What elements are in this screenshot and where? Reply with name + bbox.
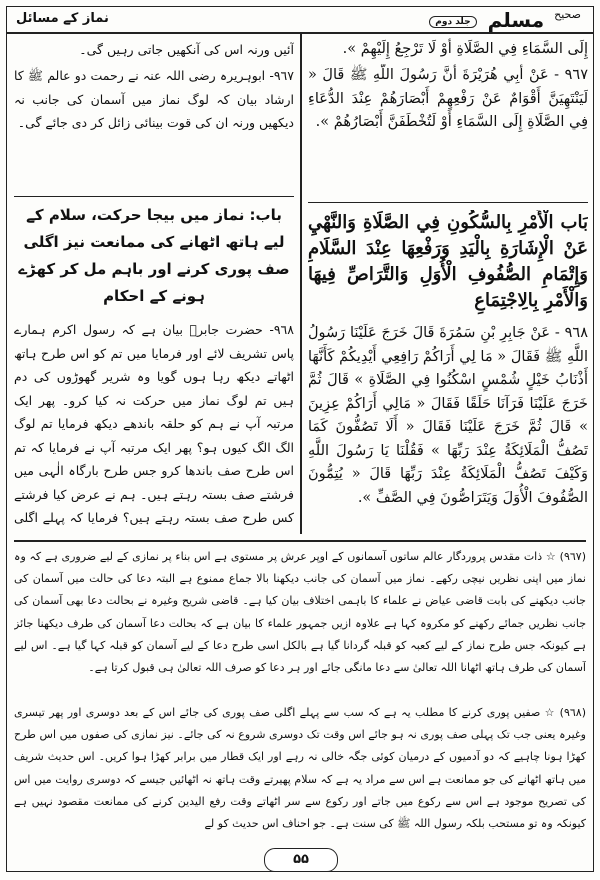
page-header	[6, 6, 594, 34]
footnote-968: (٩٦٨) ☆ صفیں پوری کرنے کا مطلب یہ ہے کہ سب سے پہلے اگلی صف پوری کی جائے اس کے بعد دوسری اور پھر تیسری وغیرہ یعنی جب تک پہلی صف پوری نہ ہو جائے اس وقت تک دوسری شروع نہ کی جائے۔ نیز نمازی کی صفوں میں اس طرح کھڑا ہونا چاہیے کہ دو آدمیوں کے درمیان کوئی جگہ خالی نہ رہے اور ایک قطار میں برابر کھڑا ہوا کریں۔ اس حدیث شریف میں ہاتھ اٹھانے کی جو ممانعت ہے اس سے مراد یہ ہے کہ سلام پھیرتے وقت ہاتھ نہ اٹھائیں جیسے کہ دوسری روایت میں اس کی تصریح موجود ہے اس سے رکوع میں جاتے اور رکوع سے سر اٹھاتے وقت رفع الیدین کرنے کی ممانعت مقصود نہیں ہے کیونکہ وہ تو مستحب بلکہ رسول اللہ ﷺ کی سنت ہے۔ جو احناف اس حدیث کو لے	[14, 706, 586, 831]
book-title-block	[429, 8, 584, 32]
running-title: نماز کے مسائل	[16, 11, 109, 26]
hadith-967-continuation: إِلَى السَّمَاءِ فِي الصَّلَاةِ أَوْ لَا تَرْجِعُ إِلَيْهِمْ ».	[342, 41, 588, 57]
section-rule-left	[14, 196, 294, 197]
hadith-967-arabic: ٩٦٧ - عَنْ أَبِي هُرَيْرَةَ أَنَّ رَسُولَ اللَّهِ ﷺ قَالَ « لَيَنْتَهِيَنَّ أَقْوَامٌ عَنْ رَفْعِهِمْ أَبْصَارَهُمْ عِنْدَ الدُّعَاءِ فِي الصَّلَاةِ إِلَى السَّمَاءِ أَوْ لَتُخْطَفَنَّ أَبْصَارُهُمْ ».	[308, 67, 588, 130]
hadith-968-arabic: ٩٦٨ - عَنْ جَابِرِ بْنِ سَمُرَةَ قَالَ خَرَجَ عَلَيْنَا رَسُولُ اللَّهِ ﷺ فَقَالَ « مَا لِي أَرَاكُمْ رَافِعِي أَيْدِيكُمْ كَأَنَّهَا أَذْنَابُ خَيْلٍ شُمْسٍ اسْكُنُوا فِي الصَّلَاةِ » قَالَ ثُمَّ خَرَجَ عَلَيْنَا فَرَآنَا حَلَقًا فَقَالَ « مَالِي أَرَاكُمْ عِزِينَ » قَالَ ثُمَّ خَرَجَ عَلَيْنَا فَقَالَ « أَلَا تَصُفُّونَ كَمَا تَصُفُّ الْمَلَائِكَةُ عِنْدَ رَبِّهَا » فَقُلْنَا يَا رَسُولَ اللَّهِ وَكَيْفَ تَصُفُّ الْمَلَائِكَةُ عِنْدَ رَبِّهَا قَالَ « يُتِمُّونَ الصُّفُوفَ الْأُوَلَ وَيَتَرَاصُّونَ فِي الصَّفِّ ».	[308, 325, 588, 506]
chapter-heading-arabic: بَاب الْأَمْرِ بِالسُّكُونِ فِي الصَّلَاةِ وَالنَّهْيِ عَنْ الْإِشَارَةِ بِالْيَدِ وَرَفْعِهَا عِنْدَ السَّلَامِ وَإِتْمَامِ الصُّفُوفِ الْأُوَلِ وَالتَّرَاصِّ فِيهَا وَالْأَمْرِ بِالِاجْتِمَاعِ	[308, 212, 588, 311]
volume-badge: جلد دوم	[429, 16, 476, 28]
section-rule-right	[308, 202, 588, 203]
chapter-heading-urdu: باب: نماز میں بیجا حرکت، سلام کے لیے ہاتھ اٹھانے کی ممانعت نیز اگلی صف پوری کرنے اور باہم مل کر کھڑے ہونے کے احکام	[18, 206, 290, 305]
column-divider	[300, 34, 302, 534]
translation-967: ٩٦٧- ابوہریرہ رضی اللہ عنہ نے رحمت دو عالم ﷺ کا ارشاد بیان کہ لوگ نماز میں آسمان کی جانب نہ دیکھیں ورنہ ان کی قوت بینائی زائل کر دی جائے گی۔	[14, 68, 294, 130]
book-title: مسلم	[487, 8, 545, 32]
footnote-967: (٩٦٧) ☆ ذات مقدس پروردگار عالم ساتوں آسمانوں کے اوپر عرش پر مستوی ہے اس بناء پر نمازی کے لیے ضروری ہے کہ وہ نماز میں اپنی نظریں نیچی رکھے۔ نماز میں آسمان کی جانب دیکھنا بالا جماع ممنوع ہے البتہ دعا کی حالت میں آسمان کی جانب دیکھنے کی بابت قاضی عیاض نے علماء کا باہمی اختلاف بیان کیا ہے۔ قاضی شریح وغیرہ نے بحالت دعا بھی آسمان کی جانب نظریں جمائے رکھنے کو مکروہ کہا ہے علاوہ ازیں جمہور علماء کا بیان ہے کہ بحالت دعا آسمان کی طرف دیکھنا جائز ہے کیونکہ جس طرح نماز کے لیے کعبہ کو قبلہ گردانا گیا ہے بالکل اسی طرح دعا کے لیے آسمان کو قبلہ کہا گیا ہے۔ اس لیے آسمان کی طرف ہاتھ اٹھانا اللہ تعالیٰ سے دعا مانگی جائے اور ہر دعا کو صرف اللہ تعالیٰ ہی قبول کرتا ہے۔	[14, 550, 586, 675]
page-number: ۵۵	[264, 848, 338, 872]
translation-968: ٩٦٨- حضرت جابرؓ بیان ہے کہ رسول اکرم ہمارے پاس تشریف لائے اور فرمایا میں تم کو اس طرح ہاتھ اٹھاتے دیکھ رہا ہوں گویا وہ شریر گھوڑوں کی دم ہیں تم لوگ نماز میں حرکت نہ کیا کرو۔ پھر ایک مرتبہ آپ نے ہم کو حلقہ باندھے دیکھ فرمایا تم لوگ الگ الگ کیوں ہو؟ پھر ایک مرتبہ آپ نے فرمایا کہ تم اس طرح صف باندھا کرو جس طرح بارگاہ الٰہی میں فرشتے صف بستہ رہتے ہیں۔ ہم نے عرض کیا فرشتے کس طرح صف بستہ رہتے ہیں؟ فرمایا کہ پہلے اگلی	[14, 322, 294, 525]
footnote-separator	[14, 540, 586, 542]
translation-967-continuation: آئیں ورنہ اس کی آنکھیں جاتی رہیں گی۔	[79, 42, 294, 57]
book-prefix: صحیح	[554, 8, 581, 21]
footnotes	[14, 546, 586, 834]
